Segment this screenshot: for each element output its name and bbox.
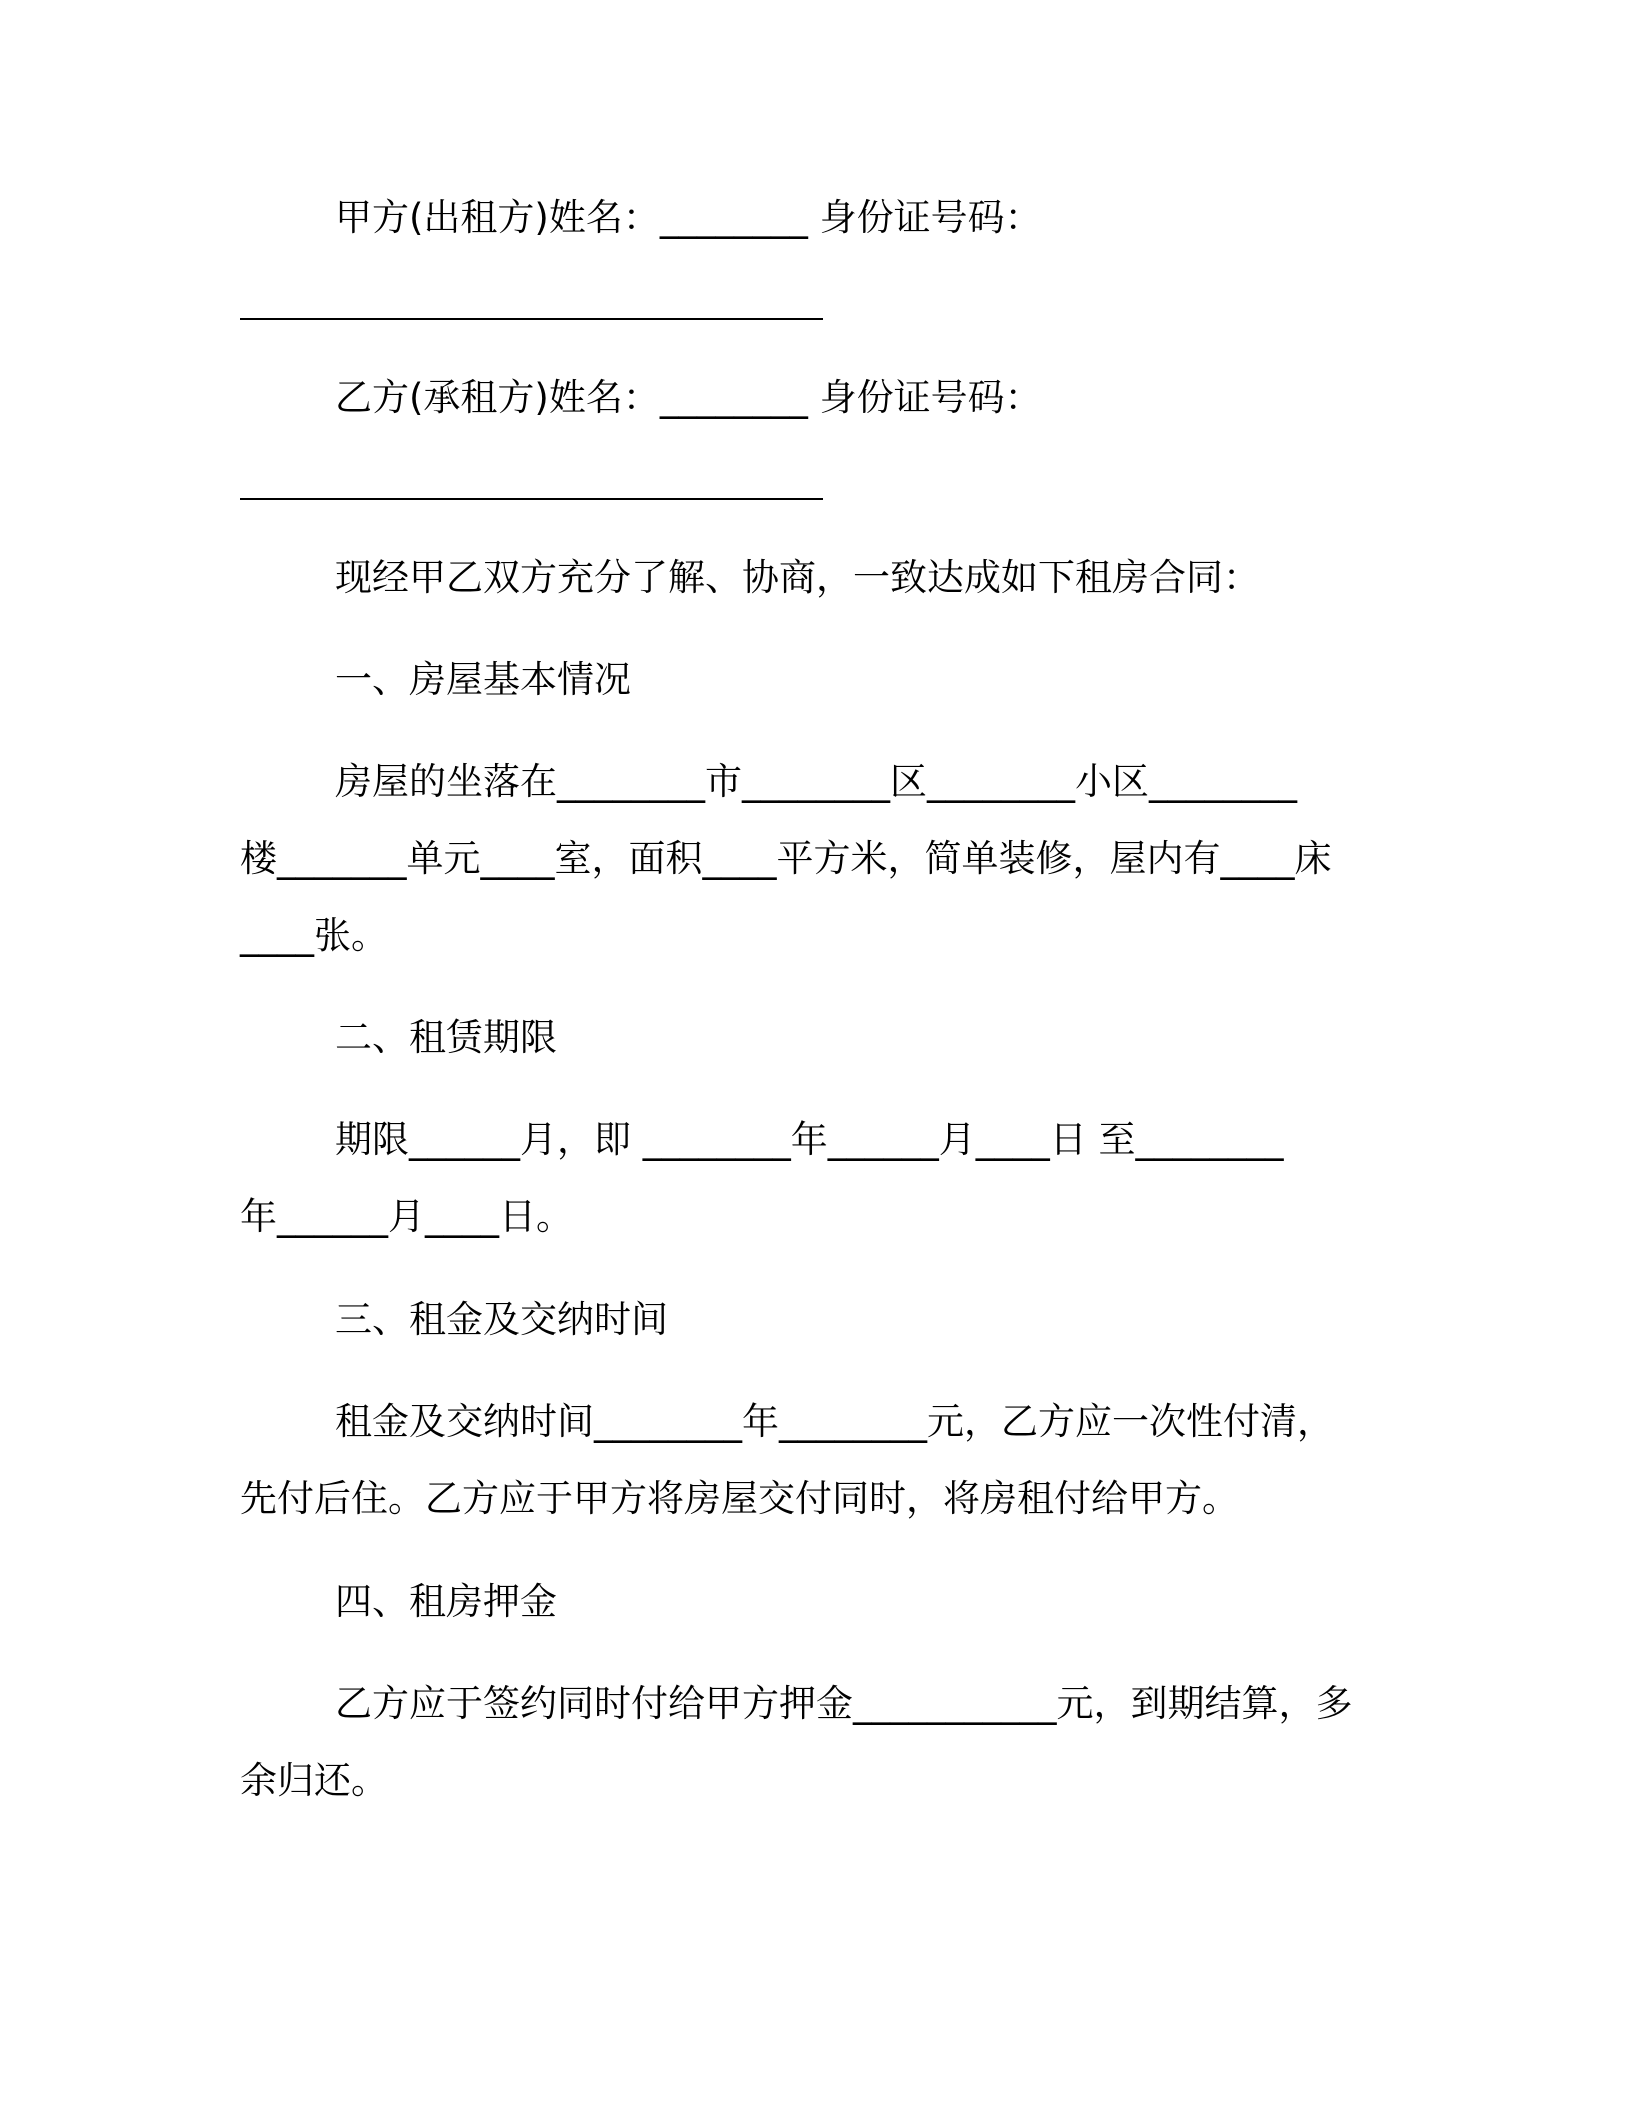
intro-paragraph: 现经甲乙双方充分了解、协商，一致达成如下租房合同： [335,556,1260,599]
section-2-text-line-1: 期限______月，即 ________年______月____日 至________ [335,1118,1284,1161]
party-b-line: 乙方(承租方)姓名：________ 身份证号码： [335,376,1042,419]
party-a-id-blank [240,318,823,320]
section-3-text-line-1: 租金及交纳时间________年________元，乙方应一次性付清， [335,1400,1334,1443]
section-4-heading: 四、租房押金 [335,1580,557,1623]
section-1-heading: 一、房屋基本情况 [335,658,631,701]
section-1-text-line-3: ____张。 [240,914,388,957]
section-4-text-line-2: 余归还。 [240,1759,388,1802]
section-3-text-line-2: 先付后住。乙方应于甲方将房屋交付同时，将房租付给甲方。 [240,1477,1239,1520]
section-2-text-line-2: 年______月____日。 [240,1195,573,1238]
section-2-heading: 二、租赁期限 [335,1016,557,1059]
section-1-text-line-1: 房屋的坐落在________市________区________小区________ [335,760,1297,803]
party-a-line: 甲方(出租方)姓名：________ 身份证号码： [335,196,1042,239]
section-4-text-line-1: 乙方应于签约同时付给甲方押金___________元，到期结算，多 [335,1682,1353,1725]
section-3-heading: 三、租金及交纳时间 [335,1298,668,1341]
party-b-id-blank [240,498,823,500]
section-1-text-line-2: 楼_______单元____室，面积____平方米，简单装修，屋内有____床 [240,837,1332,880]
